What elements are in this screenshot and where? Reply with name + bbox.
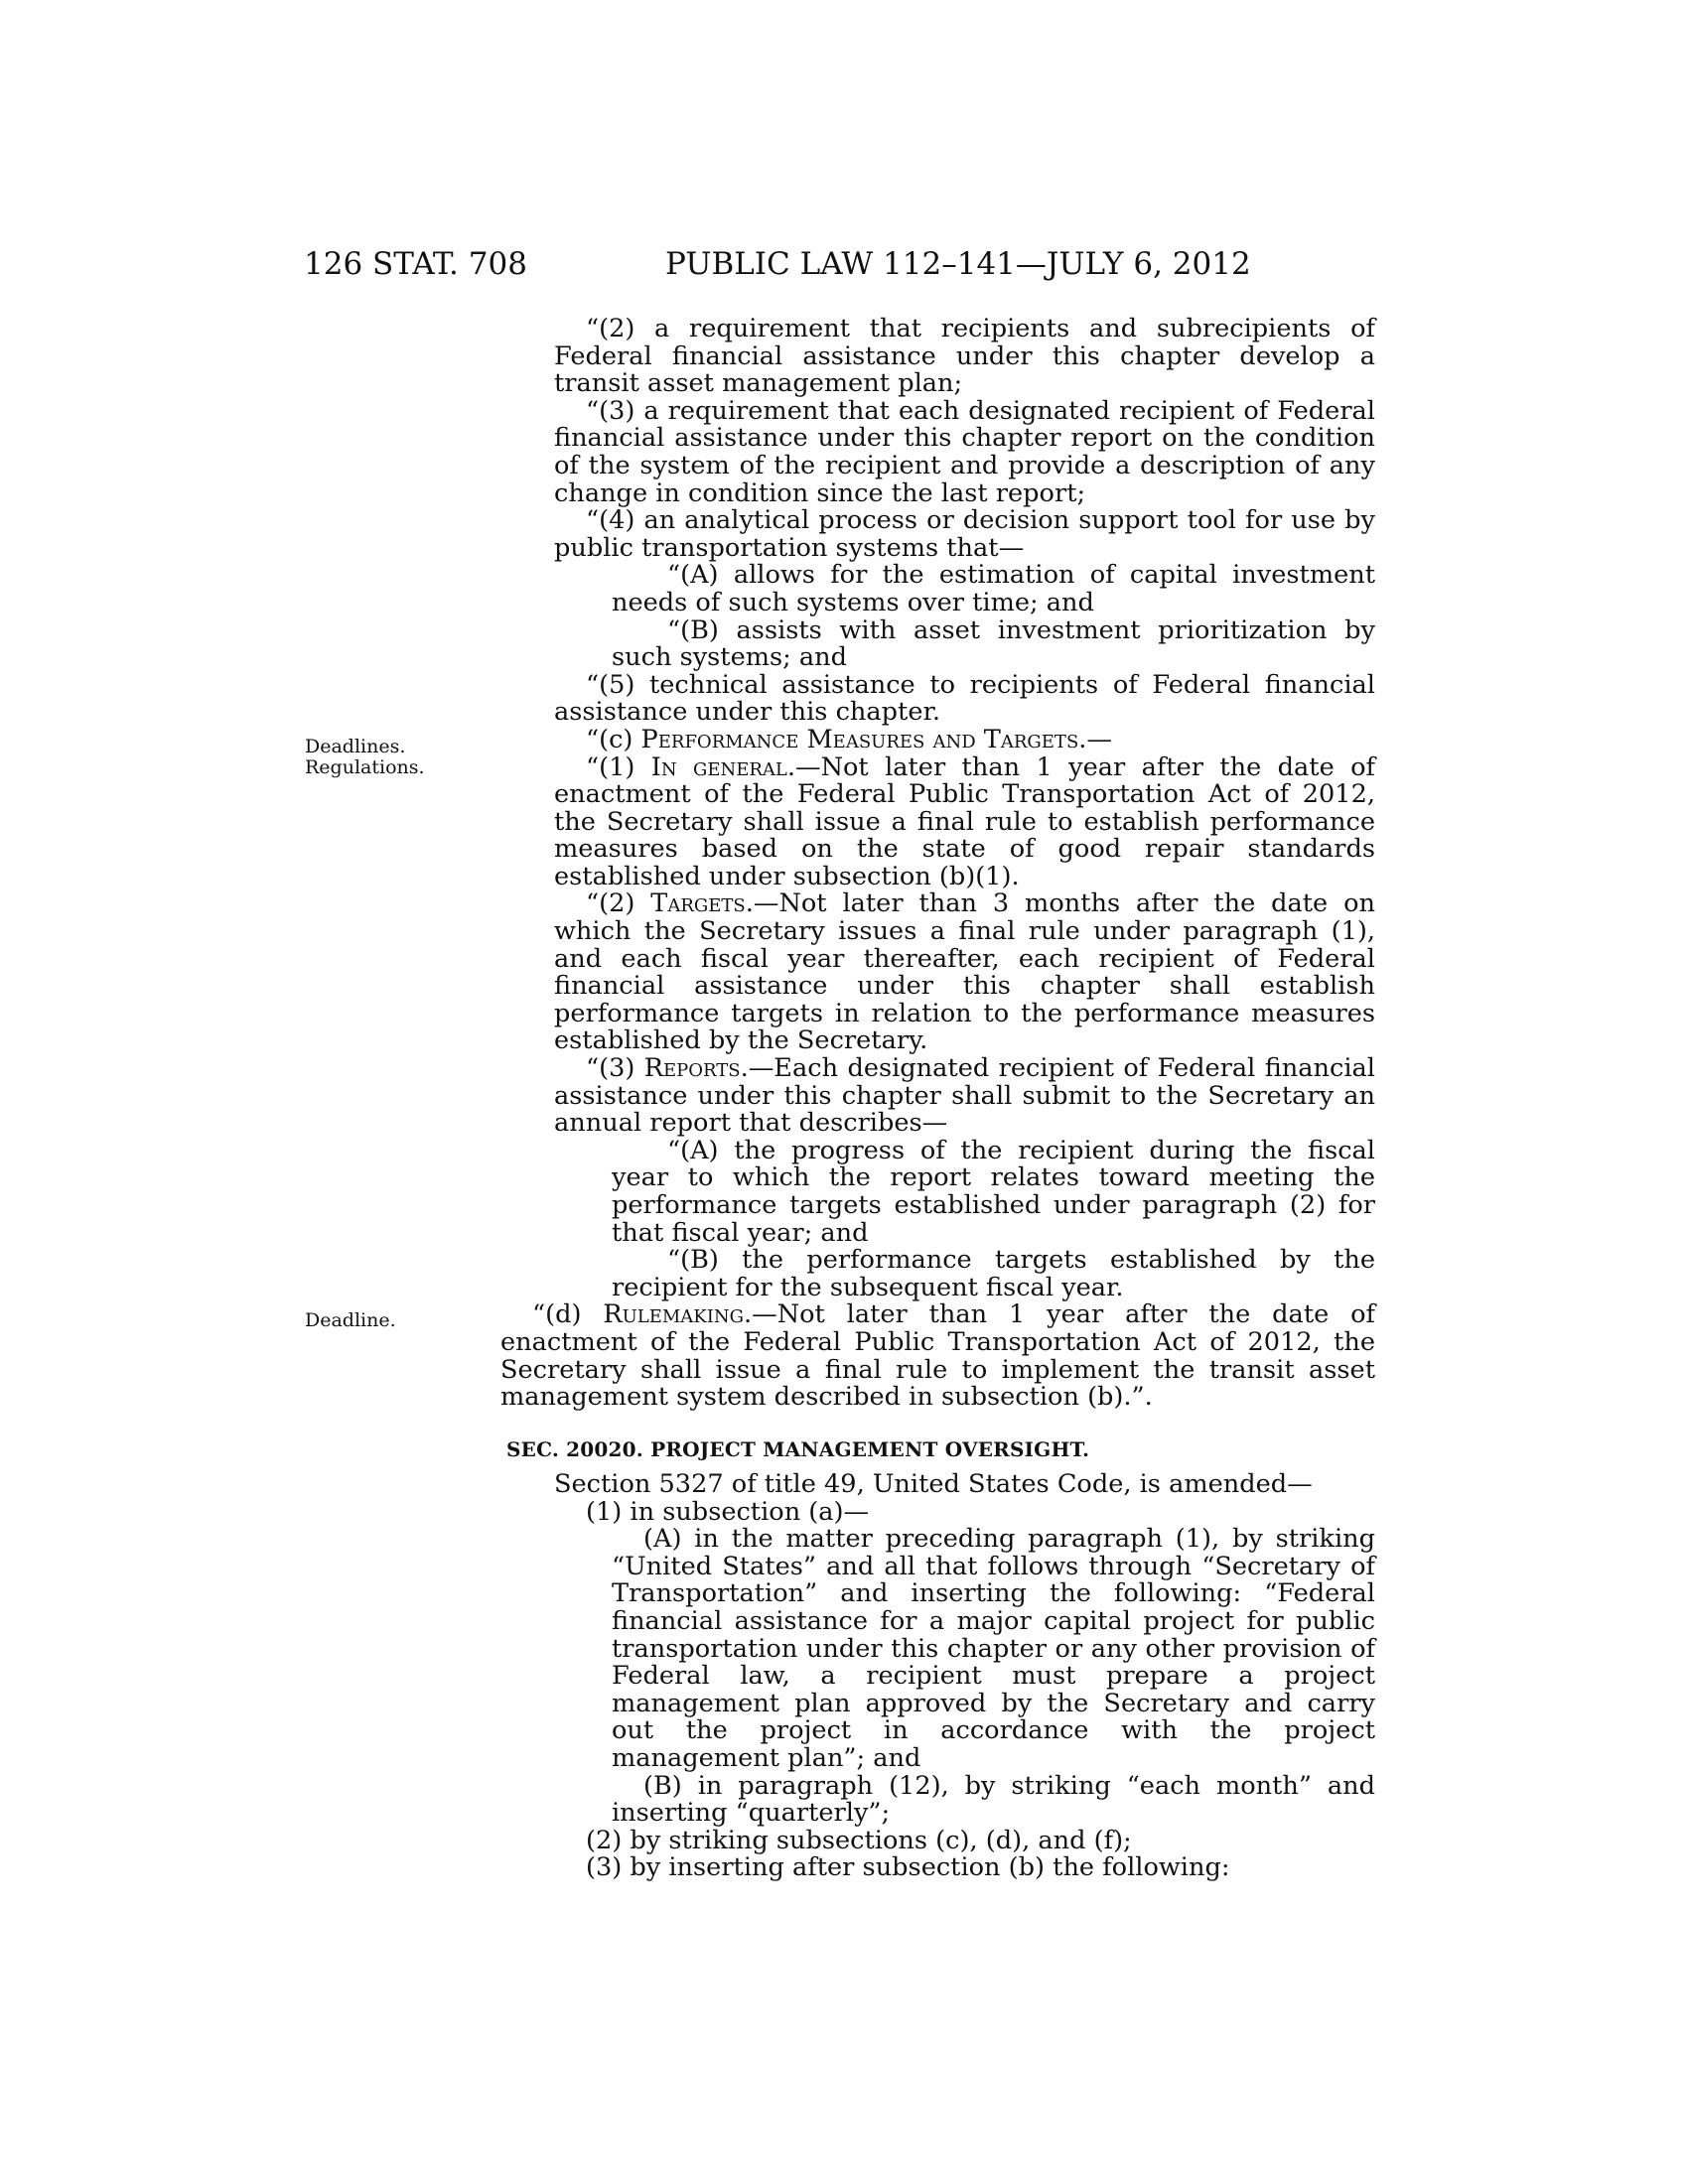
subsection-c-title: Performance Measures and Targets — [640, 724, 1079, 754]
c2-text: .—Not later than 3 months after the date on which the Secretary issues a final rule under paragraph (1), and each fiscal year thereafter, each recipient of Federal financial assistance under this chapter shall establish performance targets in relation to the performance measures established by the Secretary. — [554, 888, 1375, 1056]
margin-note-deadline: Deadline. — [305, 1309, 396, 1331]
paragraph-4-a: “(A) allows for the estimation of capital investment needs of such systems over time; and — [612, 560, 1375, 617]
paragraph-4: “(4) an analytical process or decision support tool for use by public transportation systems that— — [554, 505, 1375, 563]
subsection-d — [500, 1301, 1375, 1411]
section-heading: SEC. 20020. PROJECT MANAGEMENT OVERSIGHT. — [506, 1437, 1090, 1461]
margin-note-deadlines-regulations — [305, 737, 425, 778]
c2-prefix: “(2) — [586, 888, 651, 919]
item-1: (1) in subsection (a)— — [586, 1496, 870, 1527]
item-3: (3) by inserting after subsection (b) the following: — [586, 1852, 1230, 1883]
d-heading: Rulemaking — [603, 1299, 744, 1330]
subsection-c-3-a: “(A) the progress of the recipient during the fiscal year to which the report relates toward meeting the performance targets established under paragraph (2) for that fiscal year; and — [612, 1135, 1375, 1248]
subsection-c-2 — [554, 890, 1375, 1055]
section-intro: Section 5327 of title 49, United States Code, is amended— — [554, 1469, 1313, 1499]
c1-prefix: “(1) — [586, 751, 651, 782]
c2-heading: Targets — [650, 888, 746, 919]
d-text: .—Not later than 1 year after the date of enactment of the Federal Public Transportation Act of 2012, the Secretary shall issue a final rule to implement the transit asset management system described in subsection (b).”. — [500, 1299, 1376, 1413]
c3-text: .—Each designated recipient of Federal financial assistance under this chapter shall submit to the Secretary an annual report that describes— — [554, 1053, 1375, 1139]
d-prefix: “(d) — [532, 1299, 604, 1330]
c3-prefix: “(3) — [586, 1053, 644, 1084]
statute-page-number: 126 STAT. 708 — [304, 246, 527, 282]
item-1-a: (A) in the matter preceding paragraph (1), by striking “United States” and all that follows through “Secretary of Transportation” and inserting the following: “Federal financial assistance for a major capital project for public transportation under this chapter or any other provision of Federal law, a recipient must prepare a project management plan approved by the Secretary and carry out the project in accordance with the project management plan”; and — [612, 1524, 1375, 1773]
subsection-c-suffix: .— — [1078, 724, 1113, 754]
margin-note-regulations: Regulations. — [305, 756, 425, 778]
subsection-c-heading — [554, 724, 1375, 754]
subsection-c-1 — [554, 751, 1375, 891]
running-header-law-title: PUBLIC LAW 112–141—JULY 6, 2012 — [665, 246, 1251, 282]
subsection-c-3 — [554, 1055, 1375, 1138]
paragraph-3: “(3) a requirement that each designated recipient of Federal financial assistance under this chapter report on the condition of the system of the recipient and provide a description of any change in condition since the last report; — [554, 395, 1375, 508]
section-body — [554, 1471, 1375, 1882]
paragraph-2: “(2) a requirement that recipients and subrecipients of Federal financial assistance under this chapter develop a transit asset management plan; — [554, 314, 1375, 399]
item-2: (2) by striking subsections (c), (d), and (f); — [586, 1825, 1132, 1855]
paragraph-5: “(5) technical assistance to recipients of Federal financial assistance under this chapter. — [554, 669, 1375, 728]
subsection-c-prefix: “(c) — [586, 724, 641, 754]
c1-heading: In general — [650, 751, 787, 782]
item-1-b: (B) in paragraph (12), by striking “each month” and inserting “quarterly”; — [612, 1770, 1375, 1829]
subsection-c-3-b: “(B) the performance targets established by the recipient for the subsequent fiscal year. — [612, 1245, 1375, 1302]
margin-note-deadlines: Deadlines. — [305, 736, 406, 757]
statute-body — [500, 314, 1376, 1413]
paragraph-4-b: “(B) assists with asset investment prioritization by such systems; and — [612, 614, 1375, 673]
c3-heading: Reports — [643, 1053, 741, 1084]
c1-text: .—Not later than 1 year after the date of enactment of the Federal Public Transportation Act of 2012, the Secretary shall issue a final rule to establish performance measures based on the state of good repair standards established under subsection (b)(1). — [554, 751, 1375, 891]
